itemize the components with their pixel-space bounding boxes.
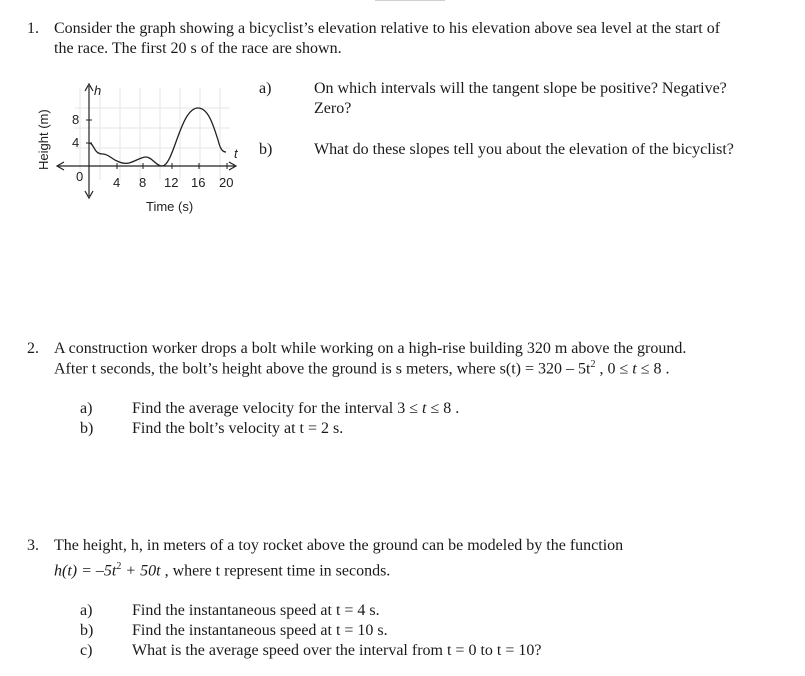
elevation-curve bbox=[89, 108, 226, 166]
q1a-text-line2: Zero? bbox=[314, 100, 352, 117]
q1b-label: b) bbox=[259, 141, 273, 158]
elevation-graph bbox=[30, 78, 250, 223]
x-axis-title: Time (s) bbox=[146, 199, 194, 214]
q3a-label: a) bbox=[80, 602, 93, 619]
x-tick-4: 4 bbox=[113, 175, 121, 190]
q1-number: 1. bbox=[27, 20, 39, 37]
q2a-label: a) bbox=[80, 400, 93, 417]
q2b-label: b) bbox=[80, 420, 94, 437]
q1-text-line1: Consider the graph showing a bicyclist’s elevation relative to his elevation above sea level at the start of bbox=[54, 20, 721, 37]
q3-function-line: $h(t) = -5t^2 + 50t$ , where t represent time in seconds. bbox=[54, 561, 391, 580]
q3b-text: Find the instantaneous speed at t = 10 s. bbox=[132, 622, 388, 639]
q1b-text: What do these slopes tell you about the elevation of the bicyclist? bbox=[314, 141, 734, 158]
q3b-label: b) bbox=[80, 622, 94, 639]
y-var-label: h bbox=[94, 83, 102, 98]
q2-text-line1: A construction worker drops a bolt while working on a high-rise building 320 m above the ground. bbox=[54, 340, 687, 357]
q3-text-line1: The height, h, in meters of a toy rocket above the ground can be modeled by the function bbox=[54, 537, 624, 554]
q1a-text-line1: On which intervals will the tangent slope be positive? Negative? bbox=[314, 80, 727, 97]
q3-number: 3. bbox=[27, 537, 39, 554]
y-tick-4: 4 bbox=[72, 135, 80, 150]
top-divider bbox=[375, 0, 445, 1]
q2b-text: Find the bolt’s velocity at t = 2 s. bbox=[132, 420, 344, 437]
x-tick-12: 12 bbox=[164, 175, 179, 190]
x-var-label: t bbox=[234, 146, 238, 161]
y-tick-8: 8 bbox=[72, 112, 80, 127]
x-tick-16: 16 bbox=[191, 175, 206, 190]
q3c-text: What is the average speed over the interval from t = 0 to t = 10? bbox=[132, 642, 542, 659]
x-tick-0: 0 bbox=[76, 169, 84, 184]
q2a-text: Find the average velocity for the interval 3 ≤ t ≤ 8 . bbox=[132, 400, 460, 417]
q3c-label: c) bbox=[80, 642, 93, 659]
x-tick-8: 8 bbox=[139, 175, 147, 190]
y-axis-title: Height (m) bbox=[36, 109, 51, 170]
q3a-text: Find the instantaneous speed at t = 4 s. bbox=[132, 602, 380, 619]
q2-number: 2. bbox=[27, 340, 39, 357]
q2-text-line2: After t seconds, the bolt’s height above the ground is s meters, where $s(t) = 320 - 5t^2$ , 0 ≤ t ≤ 8 . bbox=[54, 359, 670, 378]
q1a-label: a) bbox=[259, 80, 272, 97]
x-tick-20: 20 bbox=[219, 175, 234, 190]
q1-text-line2: the race. The first 20 s of the race are shown. bbox=[54, 40, 342, 57]
